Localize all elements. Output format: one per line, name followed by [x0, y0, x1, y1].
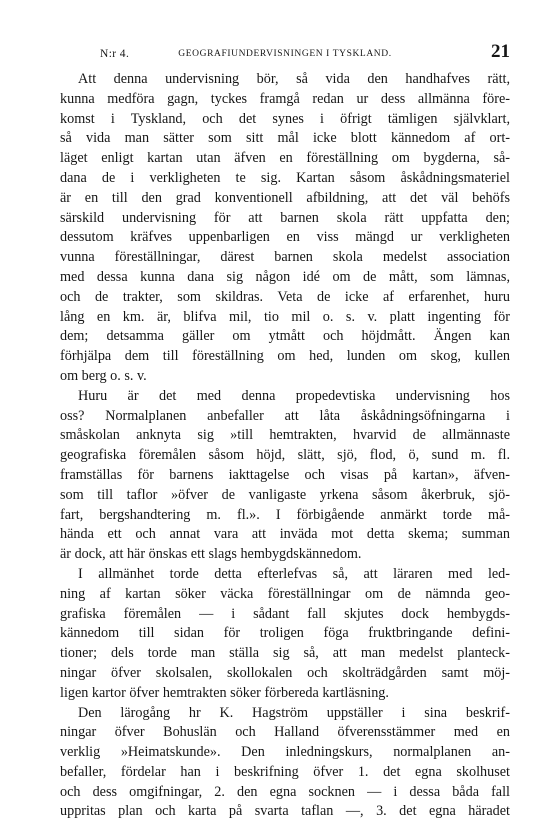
text-line: läget enligt kartan utan äfven en föreställning om bygderna, så- — [60, 150, 510, 167]
text-line: kännedom till sidan för troligen föga fruktbringande defini- — [60, 625, 510, 642]
text-line: och de trakter, som skildras. Veta de icke af erfarenhet, huru — [60, 288, 510, 305]
text-line: dessutom kräfves uppenbarligen en viss mängd ur verkligheten — [60, 229, 510, 246]
page-number: 21 — [491, 41, 510, 62]
text-line: och dess omgifningar, 2. den egna socknen — i dessa båda fall — [60, 783, 510, 800]
text-line: om berg o. s. v. — [60, 367, 147, 384]
text-line: geografiska föremålen såsom höjd, slätt, sjö, flod, ö, sund m. fl. — [60, 447, 510, 464]
text-line: med dessa kunna dana sig någon idé om de mått, som lämnas, — [60, 268, 510, 285]
text-line: ningar öfver Bohuslän och Halland öfverensstämmer med en — [60, 724, 510, 741]
text-line: komst i Tyskland, och det synes i öfrigt tämligen självklart, — [60, 110, 510, 127]
issue-number: N:r 4. — [100, 48, 130, 60]
text-line: förhjälpa dem till föreställning om hed, lunden om skog, kullen — [60, 348, 510, 365]
text-line: särskild undervisning för att barnen skola rätt uppfatta den; — [60, 209, 510, 226]
text-line: I allmänhet torde detta efterlefvas så, att läraren med led- — [78, 565, 510, 582]
text-line: Den lärogång hr K. Hagström uppställer i sina beskrif- — [78, 704, 510, 721]
text-line: ningar öfver skolsalen, skollokalen och skolträdgården samt möj- — [60, 664, 510, 681]
text-line: är dock, att här önskas ett slags hembygdskännedom. — [60, 546, 362, 563]
text-line: fart, bergshandtering m. fl.». I förbigående anmärkt torde må- — [60, 506, 510, 523]
text-line: vunna föreställningar, därest barnen skola medelst association — [60, 249, 510, 266]
text-line: grafiska föremålen — i sådant fall skjutes dock hembygds- — [60, 605, 510, 622]
text-line: som till taflor »öfver de vanligaste yrkena såsom åkerbruk, sjö- — [60, 486, 510, 503]
page-header — [60, 40, 510, 66]
text-line: småskolan anknyta sig »till hemtrakten, hvarvid de allmännaste — [60, 427, 510, 444]
text-line: tioner; dels torde man ställa sig så, att man medelst planteck- — [60, 645, 510, 662]
text-line: hända ett och annat vara att inväda mot detta skema; summan — [60, 526, 510, 543]
text-line: dem; detsamma gäller om ytmått och höjdmått. Ängen kan — [60, 328, 510, 345]
text-line: Att denna undervisning bör, så vida den handhafves rätt, — [78, 71, 510, 87]
text-line: ligen kartor öfver hemtrakten söker förbereda kartläsning. — [60, 684, 389, 701]
text-line: Huru är det med denna propedevtiska undervisning hos — [78, 387, 510, 404]
text-line: uppritas plan och karta på svarta taflan —, 3. det egna häradet — [60, 803, 510, 820]
body-text — [60, 70, 510, 822]
text-line: verklig »Heimatskunde». Den inledningskurs, normalplanen an- — [60, 744, 510, 761]
text-line: är en till den grad konventionell afbildning, att det väl behöfs — [60, 189, 510, 206]
text-line: framställas för barnens iakttagelse och visas på kartan», äfven- — [60, 466, 510, 483]
text-line: kunna medföra gagn, tyckes framgå redan ur dess allmänna före- — [60, 90, 510, 107]
text-line: så vida man sätter som sitt mål icke blott kännedom af ort- — [60, 130, 510, 147]
text-line: oss? Normalplanen anbefaller att låta åskådningsöfningarna i — [60, 407, 510, 424]
text-line: ning af kartan söker väcka föreställningar om de nämnda geo- — [60, 585, 510, 602]
text-line: befaller, fördelar han i beskrifning öfver 1. det egna skolhuset — [60, 763, 510, 780]
text-line: dana de i verkligheten te sig. Kartan såsom åskådningsmateriel — [60, 169, 510, 186]
text-line: lång en km. är, blifva mil, tio mil o. s. v. platt ingenting för — [60, 308, 510, 325]
running-title: GEOGRAFIUNDERVISNINGEN I TYSKLAND. — [178, 49, 392, 59]
